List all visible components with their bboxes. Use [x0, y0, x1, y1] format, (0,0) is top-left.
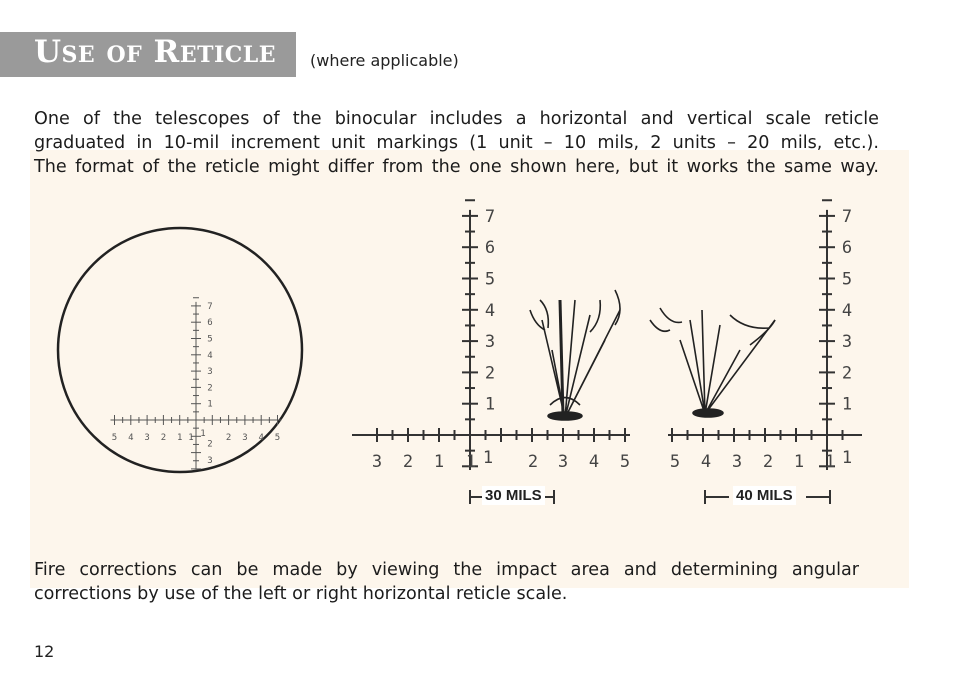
reticle-h-label: 1: [200, 429, 206, 439]
reticle-v-label: 4: [207, 350, 213, 361]
correction-line: corrections by use of the left or right horizontal reticle scale.: [34, 584, 568, 604]
scale-h-label: 2: [527, 452, 539, 472]
scale-v-label: 3: [484, 332, 496, 353]
scale-v-label: 5: [484, 269, 496, 290]
scale-h-label: 4: [700, 452, 712, 472]
intro-line: graduated in 10-mil increment unit markings (1 unit – 10 mils, 2 units – 20 mils, etc.).: [34, 133, 879, 153]
reticle-h-label: 1: [188, 433, 194, 443]
reticle-h-label: 3: [242, 433, 248, 443]
measure-30-mils: [468, 484, 558, 508]
scale-h-label: 1: [793, 452, 805, 472]
reticle-h-label: 5: [111, 433, 118, 443]
measure-40-mils: [703, 484, 833, 508]
scale-h-label: 3: [557, 452, 569, 472]
scale-v-label: 2: [484, 363, 496, 384]
scale-h-label: 5: [669, 452, 681, 472]
page-number: 12: [34, 642, 55, 661]
reticle-h-label: 5: [274, 433, 281, 443]
section-note: (where applicable): [310, 51, 459, 70]
scale-h-label: 3: [371, 452, 383, 472]
scale-v-label: 2: [841, 363, 853, 384]
section-title: Use of Reticle: [34, 34, 276, 70]
intro-line: One of the telescopes of the binocular includes a horizontal and vertical scale reticle: [34, 109, 879, 129]
scale-h-label: 1: [841, 448, 853, 468]
reticle-figure: [30, 150, 909, 588]
reticle-h-label: 4: [258, 433, 264, 443]
scale-v-label: 6: [484, 238, 496, 259]
scale-v-label: 4: [484, 300, 496, 321]
scale-v-label: 1: [841, 394, 853, 415]
reticle-circle-view: [58, 228, 302, 472]
reticle-v-label: 6: [207, 318, 213, 329]
left-scene: [352, 200, 630, 472]
reticle-v-label: 2: [207, 439, 213, 450]
reticle-h-label: 4: [128, 433, 134, 443]
scale-h-label: 4: [588, 452, 600, 472]
reticle-v-label: 7: [207, 301, 213, 312]
reticle-v-label: 1: [207, 399, 213, 410]
scale-h-label: 1: [465, 452, 477, 472]
scale-h-label: 2: [762, 452, 774, 472]
scale-h-label: 1: [824, 452, 836, 472]
scale-h-label: 5: [619, 452, 631, 472]
reticle-h-label: 2: [160, 433, 167, 443]
impact-burst-icon: [650, 308, 775, 417]
scale-v-label: 1: [484, 394, 496, 415]
correction-paragraph: [34, 558, 859, 606]
correction-line: Fire corrections can be made by viewing the impact area and determining angular: [34, 560, 859, 580]
scale-h-label: 2: [402, 452, 414, 472]
scale-v-label: 3: [841, 332, 853, 353]
reticle-v-label: 3: [207, 367, 213, 378]
reticle-v-label: 2: [207, 383, 213, 394]
scale-v-label: 4: [841, 300, 853, 321]
measure-label-left: 30 MILS: [482, 486, 545, 505]
measure-label-right: 40 MILS: [733, 486, 796, 505]
intro-paragraph: [34, 107, 879, 179]
right-scene: [650, 200, 862, 472]
scale-v-label: 7: [841, 206, 853, 227]
reticle-v-label: 5: [207, 334, 213, 345]
reticle-h-label: 2: [225, 433, 232, 443]
scale-h-label: 1: [482, 448, 494, 468]
scale-v-label: 6: [841, 238, 853, 259]
scale-h-label: 3: [731, 452, 743, 472]
figure-panel: [30, 150, 909, 588]
reticle-h-label: 1: [176, 433, 183, 443]
intro-line: The format of the reticle might differ from the one shown here, but it works the same way.: [34, 157, 879, 177]
reticle-v-label: 3: [207, 455, 213, 466]
scale-h-label: 1: [433, 452, 445, 472]
scale-v-label: 7: [484, 206, 496, 227]
impact-burst-icon: [530, 290, 620, 420]
scale-v-label: 5: [841, 269, 853, 290]
reticle-h-label: 3: [144, 433, 150, 443]
